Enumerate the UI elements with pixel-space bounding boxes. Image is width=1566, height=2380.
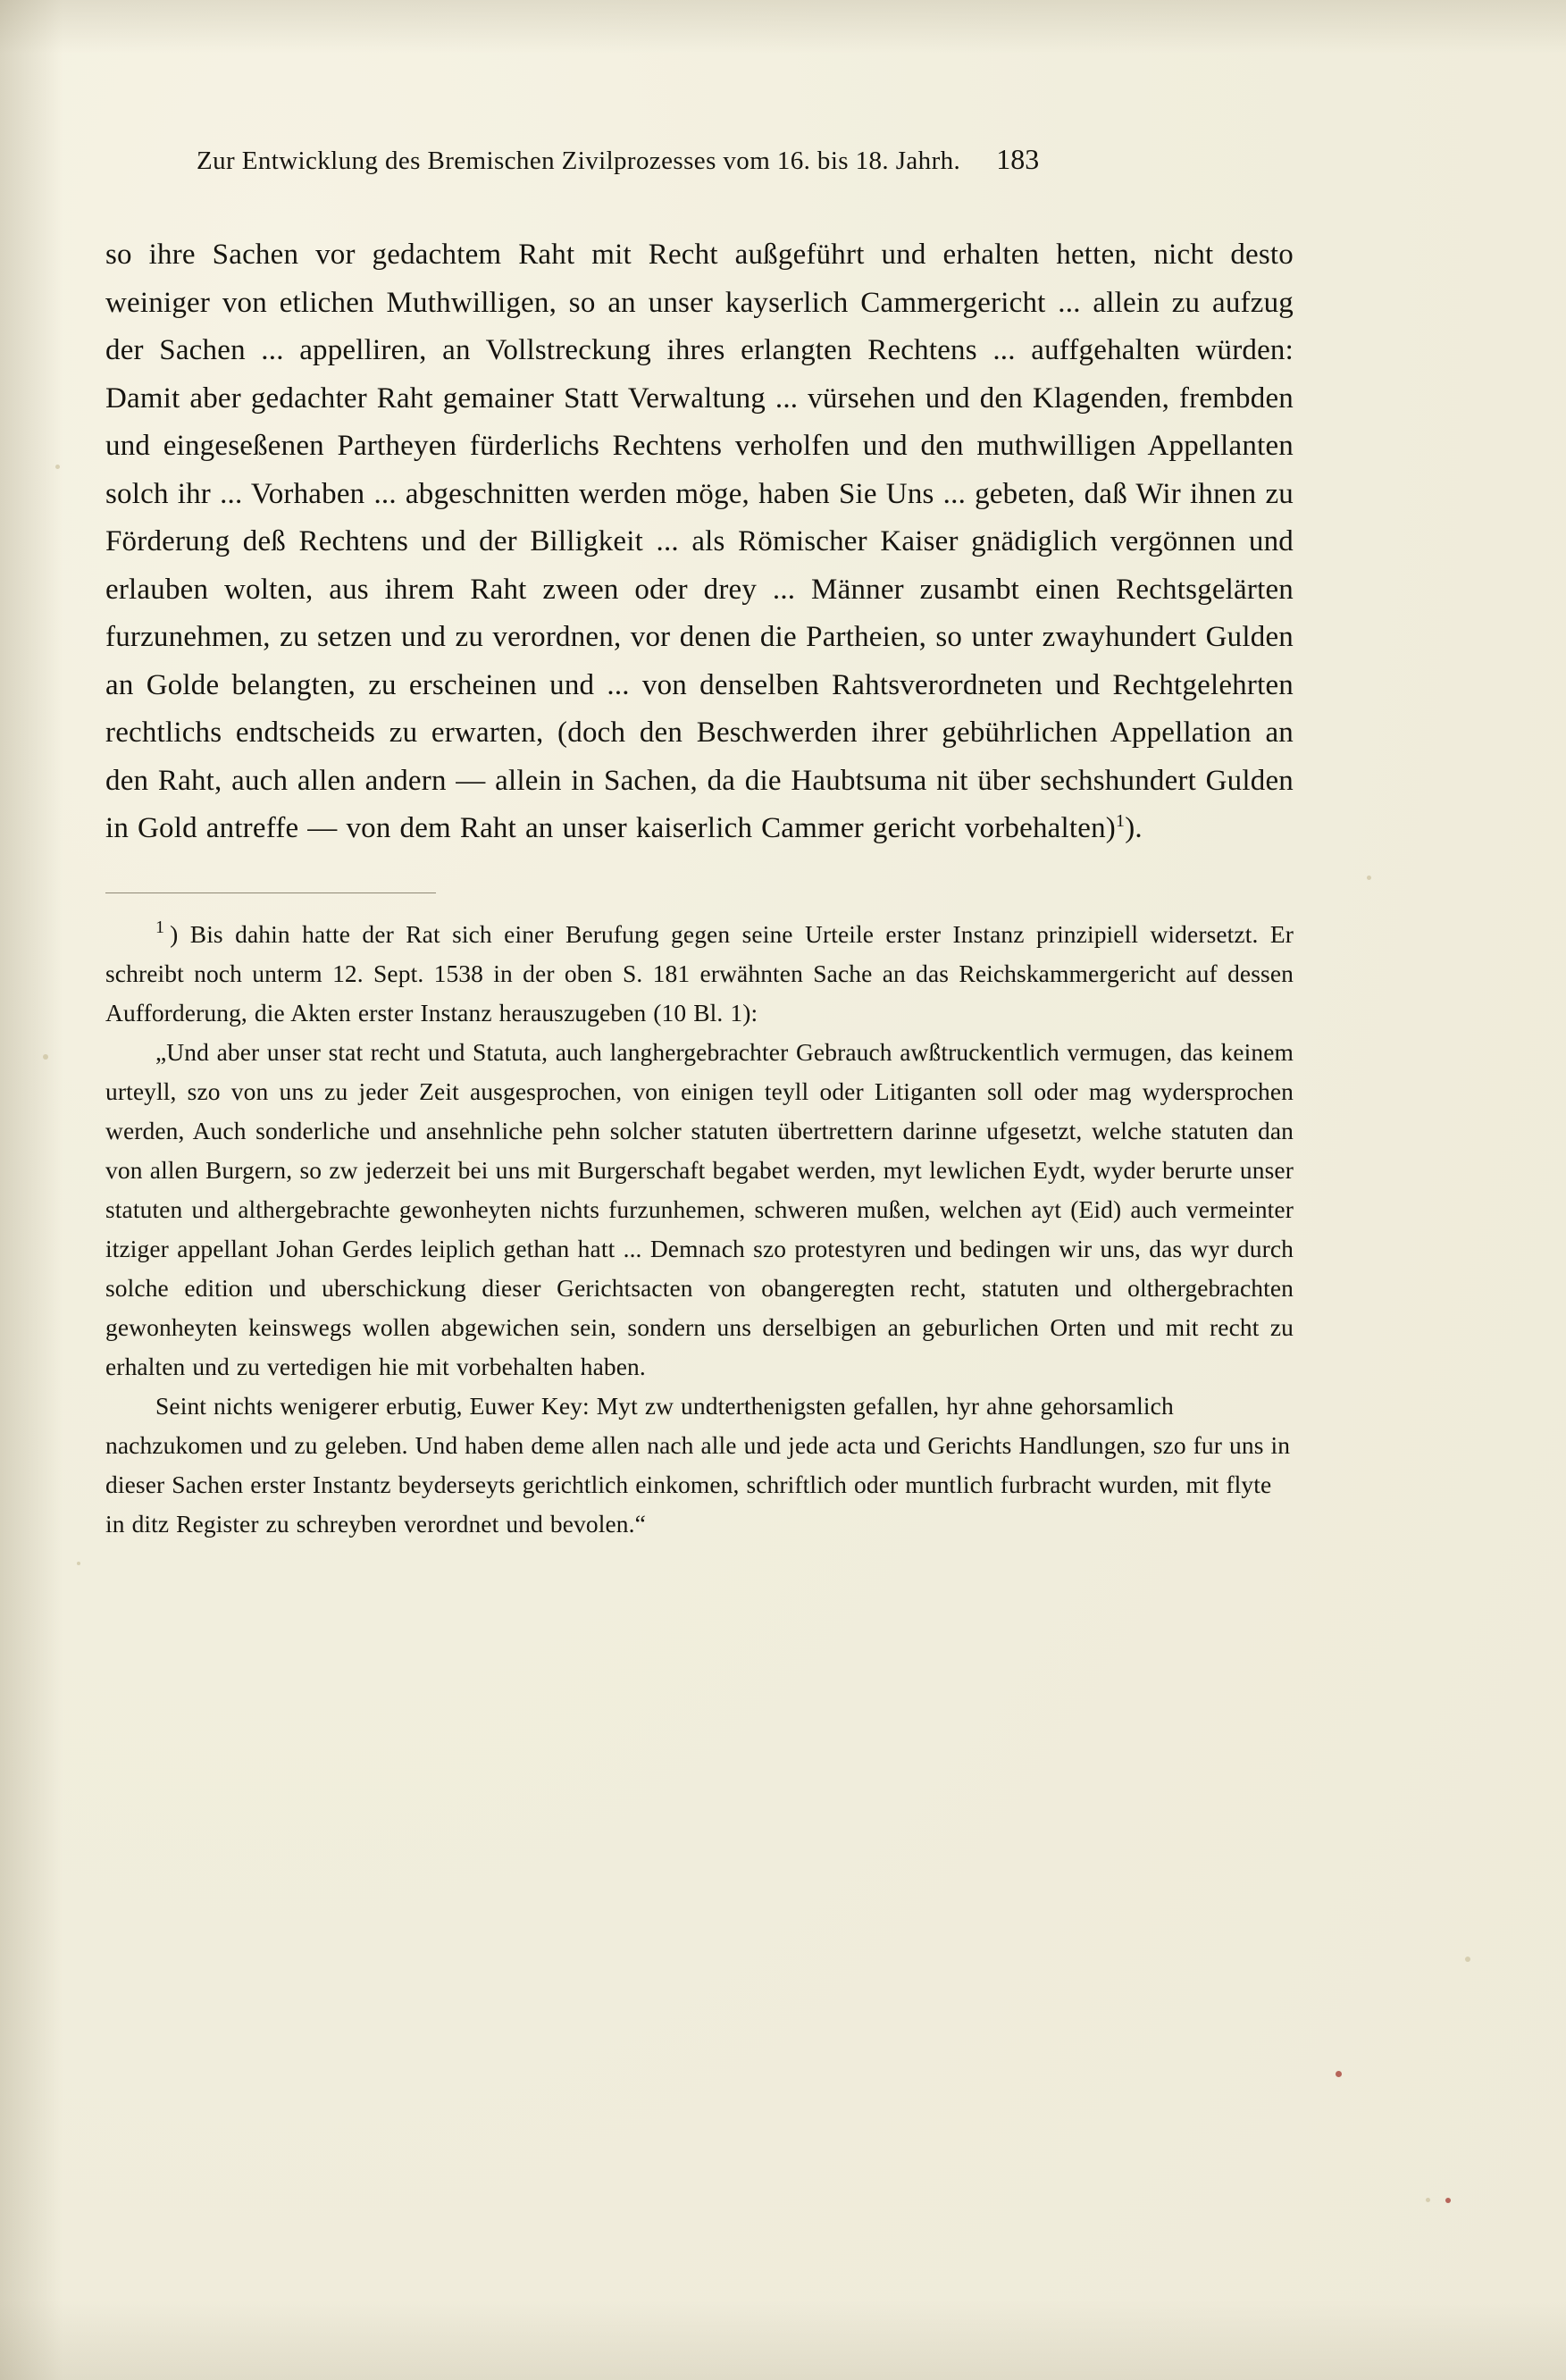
footnote-block [105, 915, 1294, 1544]
footnote-separator [105, 892, 436, 893]
paper-speck [1367, 876, 1371, 880]
red-ink-mark [1336, 2071, 1342, 2077]
running-head-title: Zur Entwicklung des Bremischen Zivilprozesses vom 16. bis 18. Jahrh. [197, 147, 961, 175]
page-content [105, 143, 1294, 1544]
paper-speck [1426, 2198, 1430, 2202]
page-edge-shading-top [0, 0, 1566, 54]
footnote-reference[interactable]: 1 [1116, 811, 1126, 831]
body-paragraph-tail: ). [1125, 812, 1143, 844]
paper-speck [77, 1562, 80, 1565]
footnote-marker: 1 [155, 918, 165, 938]
paper-speck [43, 1054, 48, 1060]
footnote-paragraph: Seint nichts wenigerer erbutig, Euwer Key: Myt zw undterthenigsten gefallen, hyr ahne gehorsamlich nachzukomen und zu geleben. Und haben deme allen nach alle und jede acta und Gerichts Handlungen, szo fur uns in dieser Sachen erster Instantz beyderseyts gerichtlich einkomen, schriftlich oder muntlich furbracht wurden, mit flyte in ditz Register zu schreyben verordnet und bevolen.“ [105, 1391, 1291, 1538]
page-edge-shading-bottom [0, 2300, 1566, 2380]
body-text [105, 231, 1294, 853]
body-paragraph-text: so ihre Sachen vor gedachtem Raht mit Recht außgeführt und erhalten hetten, nicht desto weiniger von etlichen Muthwilligen, so an unser kayserlich Cammergericht ... allein zu aufzug der Sachen ... appelliren, an Vollstreckung ihres erlangten Rechtens ... auffgehalten würden: Damit aber gedachter Raht gemainer Statt Verwaltung ... vürsehen und den Klagenden, frembden und eingeseßenen Partheyen fürderlichs Rechtens verholfen und den muthwilligen Appellanten solch ihr ... Vorhaben ... abgeschnitten werden möge, haben Sie Uns ... gebeten, daß Wir ihnen zu Förderung deß Rechtens und der Billigkeit ... als Römischer Kaiser gnädiglich vergönnen und erlauben wolten, aus ihrem Raht zween oder drey ... Männer zusambt einen Rechtsgelärten furzunehmen, zu setzen und zu verordnen, vor denen die Partheien, so unter zwayhundert Gulden an Golde belangten, zu erscheinen und ... von denselben Rahtsverordneten und Rechtgelehrten rechtlichs endtscheids zu erwarten, (doch den Beschwerden ihrer gebührlichen Appellation an den Raht, auch allen andern — allein in Sachen, da die Haubtsuma nit über sechshundert Gulden in Gold antreffe — von dem Raht an unser kaiserlich Cammer gericht vorbehalten) [105, 239, 1294, 844]
body-paragraph [105, 231, 1294, 853]
paper-speck [1465, 1957, 1470, 1962]
paper-speck [55, 465, 60, 469]
page-number: 183 [996, 143, 1040, 175]
footnote-paragraph-text: ) Bis dahin hatte der Rat sich einer Berufung gegen seine Urteile erster Instanz prinzipiell widersetzt. Er schreibt noch unterm 12. Sept. 1538 in der oben S. 181 erwähnten Sache an das Reichskammergericht auf dessen Aufforderung, die Akten erster Instanz herauszugeben (10 Bl. 1): [105, 919, 1294, 1027]
page-edge-shading-left [0, 0, 63, 2380]
footnote-paragraph: „Und aber unser stat recht und Statuta, auch langhergebrachter Gebrauch awßtruckentlich vermugen, das keinem urteyll, szo von uns zu jeder Zeit ausgesprochen, von einigen teyll oder Litiganten soll oder mag wydersprochen werden, Auch sonderliche und ansehnliche pehn solcher statuten übertrettern darinne ufgesetzt, welche statuten dan von allen Burgern, so zw jederzeit bei uns mit Burgerschaft begabet werden, myt lewlichen Eydt, wyder berurte unser statuten und althergebrachte gewonheyten nichts furzunhemen, schweren mußen, welchen ayt (Eid) auch vermeinter itziger appellant Johan Gerdes leiplich gethan hatt ... Demnach szo protestyren und bedingen wir uns, das wyr durch solche edition und uberschickung dieser Gerichtsacten von obangeregten recht, statuten und olthergebrachten gewonheyten keinswegs wollen abgewichen sein, sondern uns derselbigen an geburlichen Orten und mit recht zu erhalten und zu vertedigen hie mit vorbehalten haben. [105, 1037, 1294, 1380]
footnote-paragraph [105, 915, 1294, 1033]
running-head [197, 143, 1294, 176]
red-ink-mark [1445, 2198, 1451, 2203]
